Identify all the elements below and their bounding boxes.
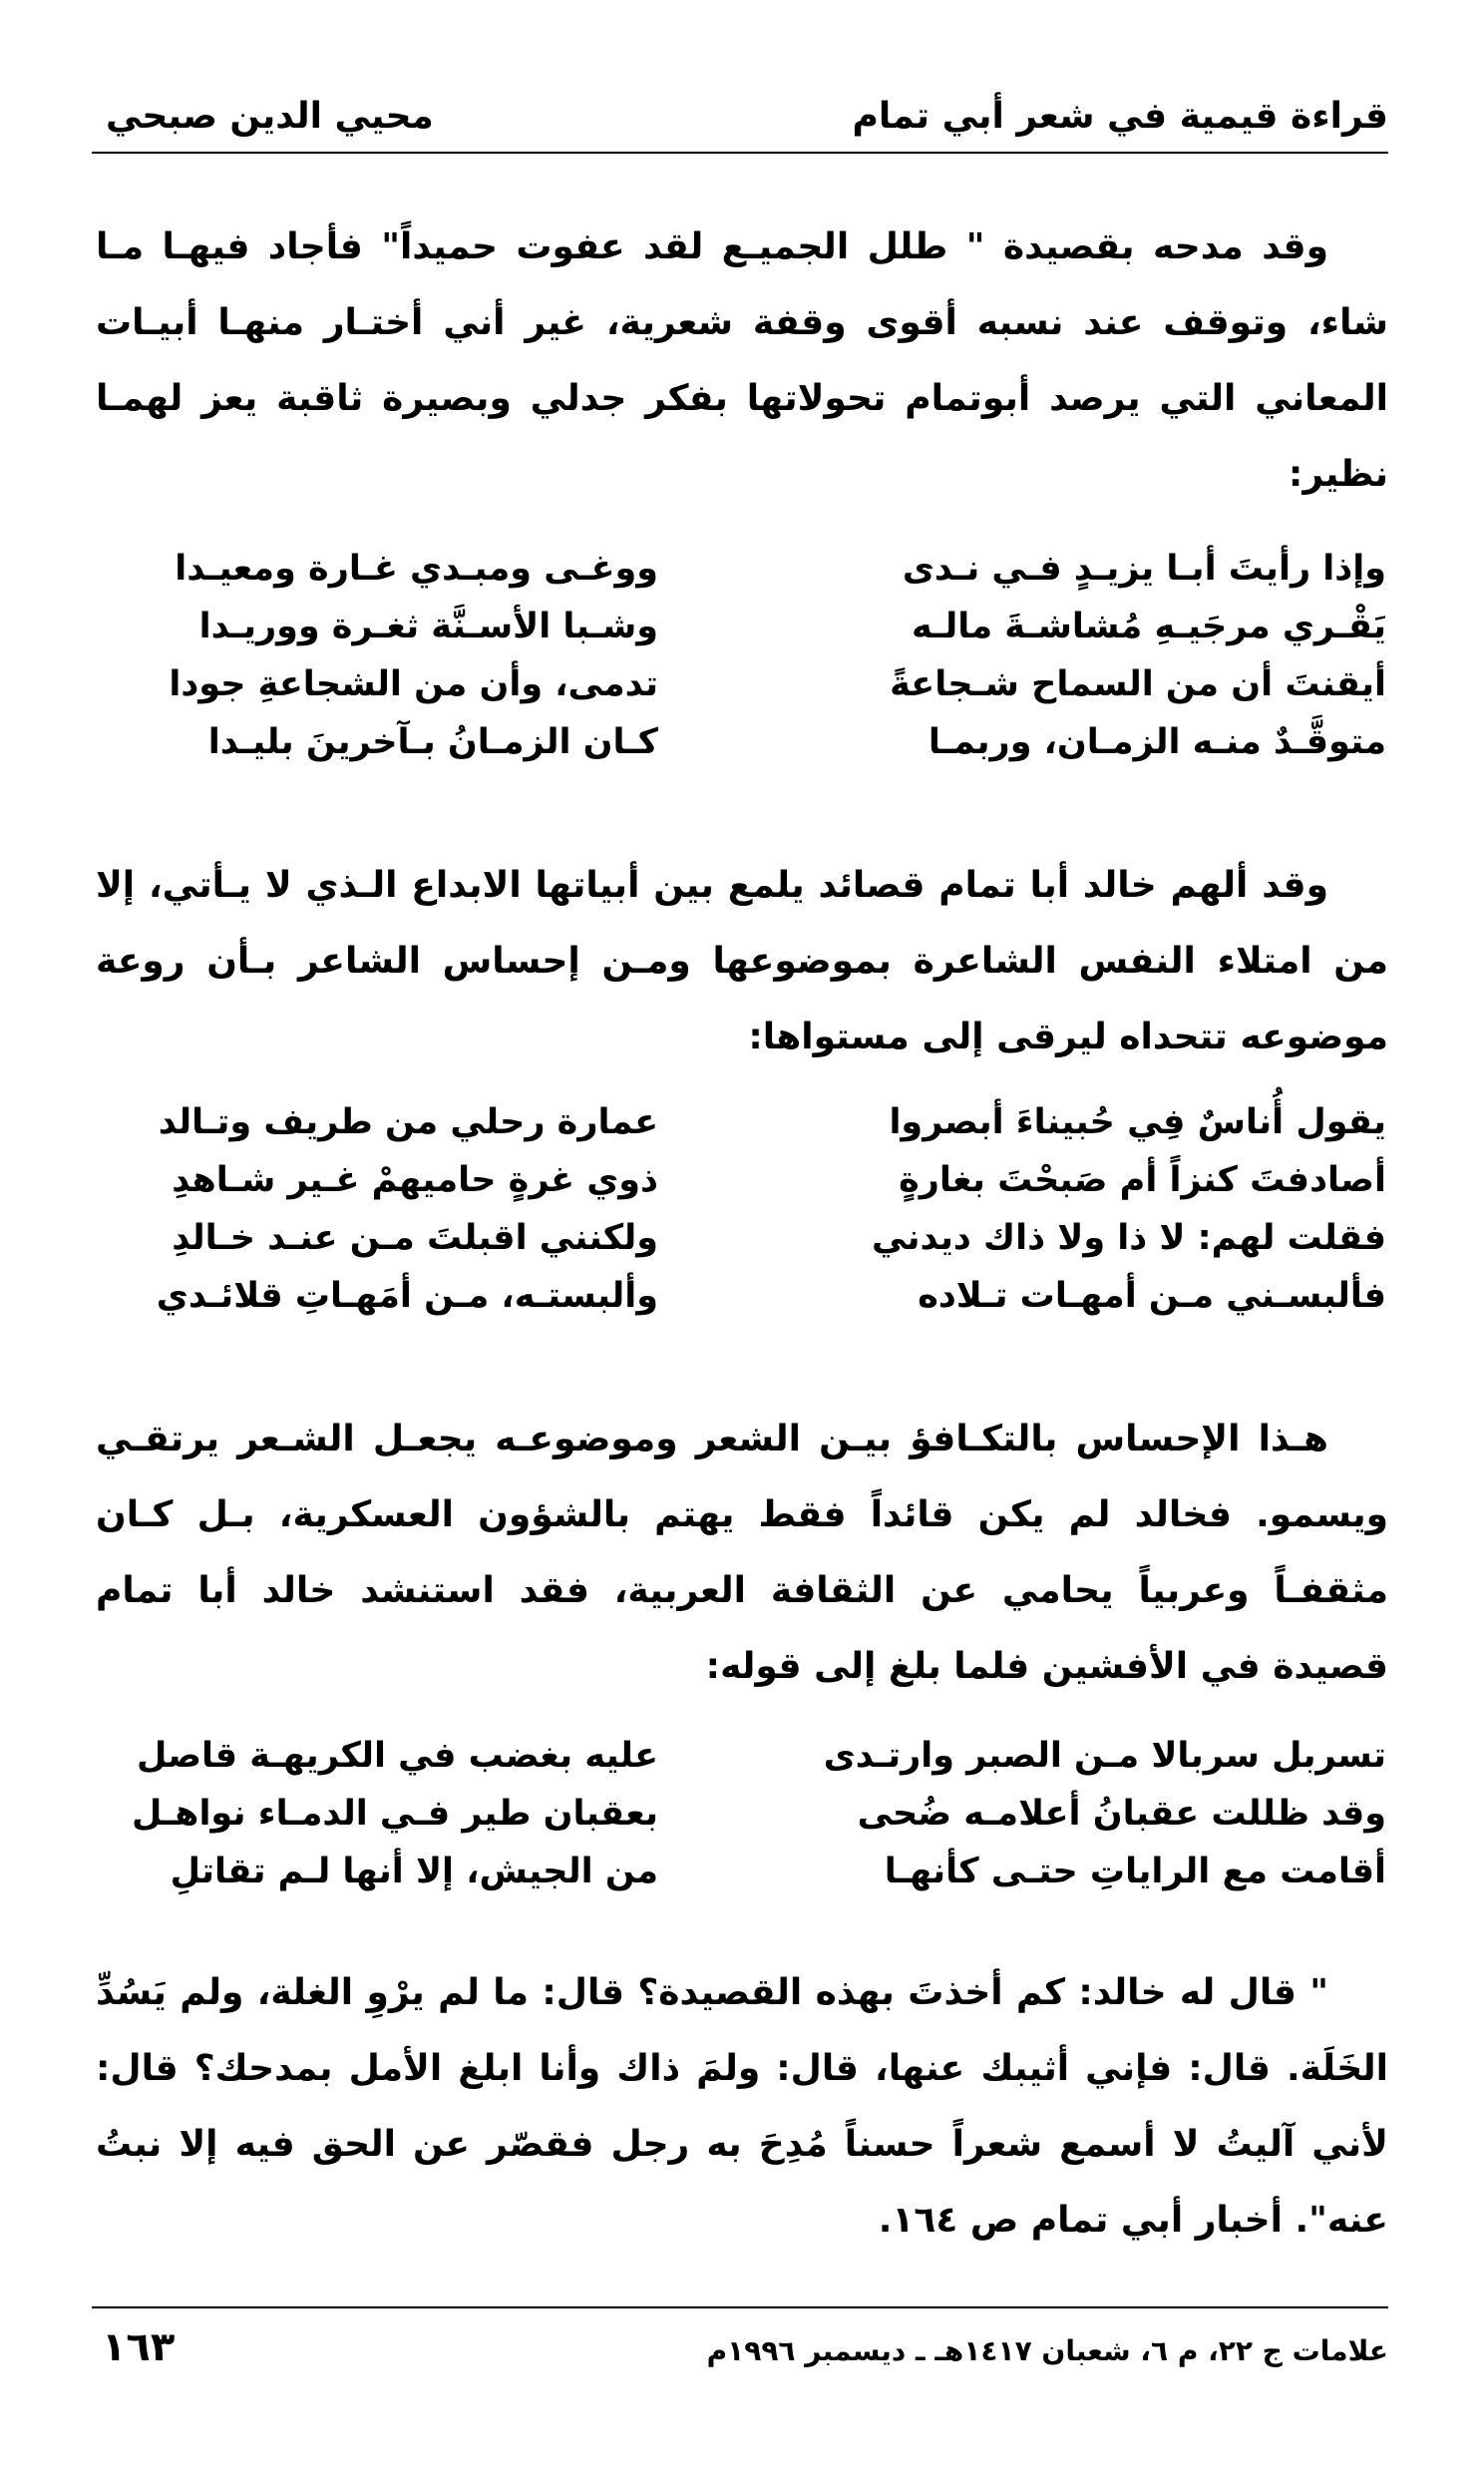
paragraph-2: وقد ألهم خالد أبا تمام قصائد يلمع بين أبياتها الابداع الـذي لا يـأتي، إلا من امتلاء النفس الشاعرة بموضوعها ومـن إحساس الشاعر بـأن روعة موضوعه تتحداه ليرقى إلى مستواها: [96,865,1388,1057]
paragraph-1: وقد مدحه بقصيدة " طلل الجميـع لقد عفوت حميداً" فأجاد فيهـا مـا شاء، وتوقف عند نسبه أقوى وقفة شعرية، غير أني أختـار منهـا أبيـات المعاني التي يرصد أبوتمام تحولاتها بفكر جدلي وبصيرة ثاقبة يعز لهمـا نظير: [96,226,1388,495]
header-rule [92,152,1388,154]
verse-line [100,1852,1386,1909]
verse-second-hemistich: من الجيش، إلا أنها لـم تقاتلِ [170,1852,658,1891]
verse-second-hemistich: ذوي غرةٍ حاميهمْ غـير شـاهدِ [172,1160,658,1200]
page-number: ١٦٣ [102,2324,176,2370]
author-name: محيي الدين صبحي [106,96,434,137]
verse-second-hemistich: كـان الزمـانُ بـآخرينَ بليـدا [207,722,658,762]
verse-first-hemistich: أقامت مع الراياتِ حتـى كأنهـا [884,1852,1386,1891]
verse-first-hemistich: أيقنتَ أن من السماح شـجاعةً [890,664,1386,704]
verse-second-hemistich: عليه بغضب في الكريهـة قاصل [136,1736,658,1776]
verse-line [100,722,1386,780]
verse-line [100,1276,1386,1334]
page-footer [92,2324,1388,2384]
verse-line [100,1102,1386,1160]
verse-second-hemistich: وشـبا الأسـنَّة ثغـرة ووريـدا [198,607,658,646]
verse-first-hemistich: أصادفتَ كنزاً أم صَبحْتَ بغارةٍ [899,1160,1386,1200]
verse-line [100,607,1386,664]
verse-first-hemistich: تسربل سربالا مـن الصبر وارتـدى [823,1736,1386,1776]
verse-second-hemistich: ووغـى ومبـدي غـارة ومعيـدا [175,549,658,589]
poem-3 [100,1736,1386,1909]
verse-first-hemistich: يقول أُناسٌ فِي حُبيناءَ أبصروا [889,1102,1386,1142]
verse-first-hemistich: متوقَّـدٌ منـه الزمـان، وربمـا [928,722,1386,762]
poem-2 [100,1102,1386,1334]
verse-line [100,549,1386,607]
verse-line [100,1794,1386,1852]
running-header [92,88,1388,152]
verse-first-hemistich: يَقْـري مرجَيـهِ مُشاشـةَ مالـه [911,607,1386,646]
verse-second-hemistich: بعقبان طير فـي الدمـاء نواهـل [131,1794,658,1834]
verse-second-hemistich: ولكنني اقبلتَ مـن عنـد خـالدِ [172,1218,658,1258]
verse-line [100,1160,1386,1218]
verse-line [100,664,1386,722]
verse-first-hemistich: فألبسـني مـن أمهـات تـلاده [918,1276,1386,1316]
verse-second-hemistich: عمارة رحلي من طريف وتـالد [158,1102,658,1142]
verse-second-hemistich: وألبستـه، مـن أمَهـاتِ قلائـدي [156,1276,658,1316]
verse-line [100,1736,1386,1794]
paragraph-3: هـذا الإحساس بالتكـافؤ بيـن الشعر وموضوعـه يجعـل الشـعر يرتقـي ويسمو. فخالد لم يكن قائداً فقط يهتم بالشؤون العسكرية، بـل كـان مثقفـاً وعربياً يحامي عن الثقافة العربية، فقد استنشد خالد أبا تمام قصيدة في الأفشين فلما بلغ إلى قوله: [96,1419,1388,1687]
paragraph-4: " قال له خالد: كم أخذتَ بهذه القصيدة؟ قال: ما لم يرْوِ الغلة، ولم يَسُدِّ الخَلَة. قال: فإني أثيبك عنها، قال: ولمَ ذاك وأنا ابلغ الأمل بمدحك؟ قال: لأني آليتُ لا أسمع شعراً حسناً مُدِحَ به رجل فقصّر عن الحق فيه إلا نبتُ عنه". أخبار أبي تمام ص ١٦٤. [96,1972,1388,2241]
verse-second-hemistich: تدمى، وأن من الشجاعةِ جودا [169,664,658,704]
footer-rule [92,2306,1388,2308]
verse-first-hemistich: فقلت لهم: لا ذا ولا ذاك ديدني [872,1218,1386,1258]
verse-line [100,1218,1386,1276]
journal-citation: علامات ج ٢٢، م ٦، شعبان ١٤١٧هـ ـ ديسمبر ١٩٩٦م [706,2334,1388,2367]
poem-1 [100,549,1386,780]
verse-first-hemistich: وإذا رأيتَ أبـا يزيـدٍ فـي نـدى [902,549,1386,589]
verse-first-hemistich: وقد ظللت عقبانُ أعلامـه ضُحى [857,1794,1386,1834]
article-title: قراءة قيمية في شعر أبي تمام [852,96,1388,137]
